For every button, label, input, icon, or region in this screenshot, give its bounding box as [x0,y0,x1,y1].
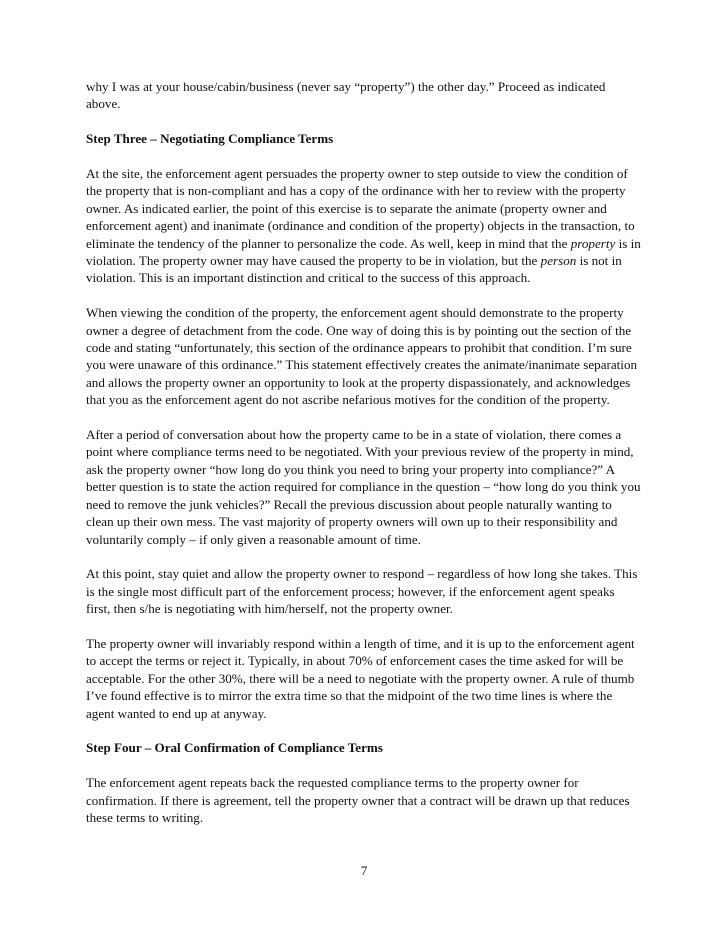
text-run: is in violation. The property owner may have caused the property to be in violation, but the [86,235,641,269]
emphasis-property: property [570,235,616,251]
text-run: At the site, the enforcement agent persuades the property owner to step outside to view the condition of the property that is non-compliant and has a copy of the ordinance with her to review with the property owner. As indicated earlier, the point of this exercise is to separate the animate (property owner and enforcement agent) and inanimate (ordinance and condition of the property) objects in the transaction, to eliminate the tendency of the planner to personalize the code. As well, keep in mind that the [86,166,635,251]
paragraph-negotiation: After a period of conversation about how the property came to be in a state of violation, there comes a point where compliance terms need to be negotiated. With your previous review of the property in mind, ask the property owner “how long do you think you need to bring your property into compliance?” A better question is to state the action required for compliance in the question – “how long do you think you need to remove the junk vehicles?” Recall the previous discussion about people naturally wanting to clean up their own mess. The vast majority of property owners will own up to their responsibility and voluntarily comply – if only given a reasonable amount of time. [86,427,641,547]
page-number: 7 [360,863,368,878]
paragraph-response: The property owner will invariably respond within a length of time, and it is up to the enforcement agent to accept the terms or reject it. Typically, in about 70% of enforcement cases the time asked for will be acceptable. For the other 30%, there will be a need to negotiate with the property owner. A rule of thumb I’ve found effective is to mirror the extra time so that the midpoint of the two time lines is where the agent wanted to end up at anyway. [86,635,635,721]
paragraph-site-visit [86,165,642,287]
text-run: is not in violation. This is an important distinction and critical to the success of this approach. [86,253,622,286]
document-body [86,78,642,844]
paragraph-viewing-condition: When viewing the condition of the property, the enforcement agent should demonstrate to the property owner a degree of detachment from the code. One way of doing this is by pointing out the section of the code and stating “unfortunately, this section of the ordinance appears to prohibit that condition. I’m sure you were unaware of this ordinance.” This statement effectively creates the animate/inanimate separation and allows the property owner an opportunity to look at the property dispassionately, and acknowledges that you as the enforcement agent do not ascribe nefarious motives for the condition of the property. [86,305,638,408]
emphasis-person: person [540,253,577,269]
step-three-heading: Step Three – Negotiating Compliance Terms [86,131,334,147]
paragraph-confirmation: The enforcement agent repeats back the requested compliance terms to the property owner for confirmation. If there is agreement, tell the property owner that a contract will be drawn up that reduces these terms to writing. [86,775,630,825]
paragraph-stay-quiet: At this point, stay quiet and allow the property owner to respond – regardless of how long she takes. This is the single most difficult part of the enforcement process; however, if the enforcement agent speaks first, then s/he is negotiating with him/herself, not the property owner. [86,566,638,617]
paragraph-continuation: why I was at your house/cabin/business (never say “property”) the other day.” Proceed as indicated above. [86,79,606,112]
step-four-heading: Step Four – Oral Confirmation of Compliance Terms [86,740,383,756]
